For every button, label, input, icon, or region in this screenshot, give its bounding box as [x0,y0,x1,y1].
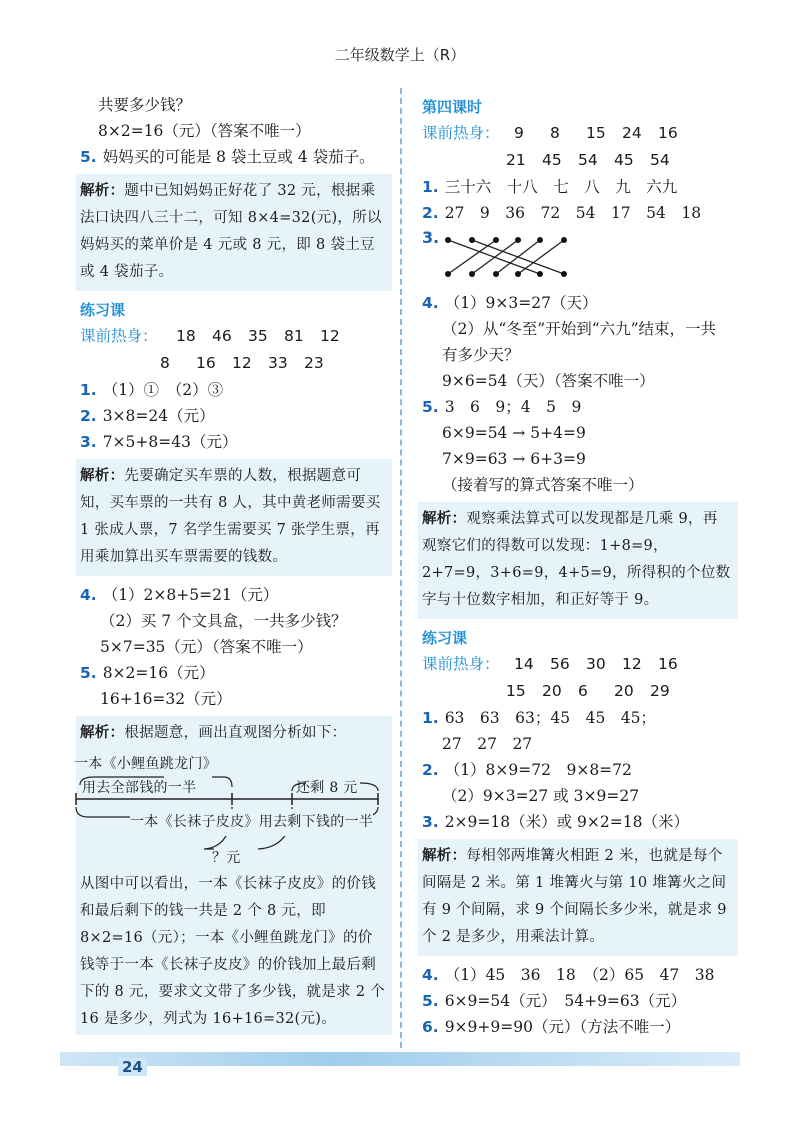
text-line: （2）9×3=27 或 3×9=27 [442,787,640,805]
text-line: （2）买 7 个文具盒，一共多少钱？ [100,612,347,630]
right-column [422,92,738,1040]
warmup-value: 15 [586,124,606,142]
warmup-value: 12 [232,354,252,372]
answer-1 [80,377,392,403]
column-divider [400,88,402,1048]
page-number: 24 [118,1058,147,1076]
warmup-row [422,120,738,147]
answer-text: 7×5+8=43（元） [102,433,238,451]
analysis-label: 解析： [422,848,467,864]
answer-text: （1）45 36 18 （2）65 47 38 [444,966,715,984]
warmup-value: 18 [176,327,196,345]
analysis-label: 解析： [80,183,125,199]
answer-text: （1）① （2）③ [102,381,224,399]
text-line: 有多少天？ [442,346,520,364]
answer-3 [422,809,738,835]
warmup-value: 16 [658,124,678,142]
answer-number: 1. [80,381,97,399]
answer-number: 2. [422,761,439,779]
answer-text: 妈妈买的可能是 8 袋土豆或 4 袋茄子。 [102,148,375,166]
analysis-text: 根据题意，画出直观图分析如下： [124,725,347,741]
analysis-label: 解析： [80,468,125,484]
answer-4 [80,582,392,608]
warmup-value: 45 [614,151,634,169]
warmup-value: 12 [320,327,340,345]
text-line: （接着写的算式答案不唯一） [442,476,644,494]
diagram-label: ？元 [212,850,241,866]
answer-number: 5. [422,398,439,416]
diagram-label: 用去全部钱的一半 [82,780,197,796]
analysis-box [418,502,738,619]
warmup-value: 23 [304,354,324,372]
warmup-value: 14 [514,655,534,673]
answer-text: 9×9+9=90（元）（方法不唯一） [444,1018,681,1036]
section-title: 第四课时 [422,98,483,116]
answer-text: 3×8=24（元） [102,407,215,425]
answer-5 [80,144,392,170]
warmup-value: 20 [542,682,562,700]
answer-2 [80,403,392,429]
warmup-value: 29 [650,682,670,700]
warmup-value: 9 [514,124,524,142]
analysis-text: 每相邻两堆篝火相距 2 米，也就是每个间隔是 2 米。第 1 堆篝火与第 10 堆篝火之间有 9 个间隔，求 9 个间隔长多少米，就是求 9 个 2 是多少，用乘法计算。 [422,848,727,945]
answer-number: 4. [80,586,97,604]
answer-4 [422,962,738,988]
answer-number: 5. [80,664,97,682]
answer-1 [422,174,738,200]
text-line: 9×6=54（天）（答案不唯一） [442,372,655,390]
left-column [74,92,392,1041]
warmup-value: 35 [248,327,268,345]
answer-5 [422,988,738,1014]
answer-text: （1）2×8+5=21（元） [102,586,279,604]
matching-lines [442,232,602,284]
warmup-value: 45 [542,151,562,169]
warmup-row [422,678,738,705]
warmup-value: 54 [650,151,670,169]
answer-number: 2. [80,407,97,425]
answer-number: 5. [80,148,97,166]
answer-text: 27 9 36 72 54 17 54 18 [444,204,702,222]
warmup-value: 24 [622,124,642,142]
answer-3 [80,429,392,455]
warmup-row [80,323,392,350]
answer-1 [422,705,738,731]
answer-text: 三十六 十八 七 八 九 六九 [444,178,678,196]
text-line: 27 27 27 [442,735,533,753]
footer-bar [60,1052,740,1066]
text-line: 共要多少钱？ [98,96,192,114]
answer-6 [422,1014,738,1040]
diagram-label: 一本《小鲤鱼跳龙门》 [74,756,217,772]
text-line: 7×9=63 → 6+3=9 [442,450,586,468]
section-title: 练习课 [422,629,468,647]
answer-number: 3. [422,228,440,247]
section-title: 练习课 [80,301,126,319]
page-header: 二年级数学上（R） [334,46,466,64]
answer-2 [422,200,738,226]
warmup-value: 81 [284,327,304,345]
answer-number: 3. [422,813,439,831]
answer-number: 6. [422,1018,439,1036]
warmup-value: 56 [550,655,570,673]
diagram-label: 还剩 8 元 [296,780,358,796]
warmup-row [422,147,738,174]
answer-text: 3 6 9；4 5 9 [444,398,582,416]
answer-4 [422,290,738,316]
warmup-value: 21 [506,151,526,169]
conclusion-text: 从图中可以看出，一本《长袜子皮皮》的价钱和最后剩下的钱一共是 2 个 8 元，即 8×2=16（元）；一本《小鲤鱼跳龙门》的价钱等于一本《长袜子皮皮》的价钱加上最后剩下的 8 元，要求文文带了多少钱，就是求 2 个 16 是多少，列式为 16+16=32(元)。 [80,876,386,1027]
warmup-value: 6 [578,682,588,700]
warmup-value: 30 [586,655,606,673]
answer-5 [80,660,392,686]
warmup-row [80,350,392,377]
answer-number: 1. [422,709,439,727]
warmup-row [422,651,738,678]
warmup-value: 33 [268,354,288,372]
warmup-value: 20 [614,682,634,700]
text-line: 5×7=35（元）（答案不唯一） [100,638,313,656]
answer-text: 6×9=54（元） 54+9=63（元） [444,992,687,1010]
analysis-box [76,459,392,576]
text-line: 16+16=32（元） [100,690,232,708]
warmup-label: 课前热身： [422,655,500,673]
answer-number: 3. [80,433,97,451]
answer-number: 5. [422,992,439,1010]
warmup-value: 8 [550,124,560,142]
answer-number: 1. [422,178,439,196]
answer-3 [422,228,738,288]
answer-number: 4. [422,966,439,984]
text-line: 6×9=54 → 5+4=9 [442,424,586,442]
warmup-value: 12 [622,655,642,673]
answer-number: 2. [422,204,439,222]
warmup-value: 54 [578,151,598,169]
answer-5 [422,394,738,420]
answer-2 [422,757,738,783]
warmup-label: 课前热身： [422,124,500,142]
analysis-text: 观察乘法算式可以发现都是几乘 9，再观察它们的得数可以发现：1+8=9，2+7=9，3+6=9，4+5=9，所得积的个位数字与十位数字相加，和正好等于 9。 [422,511,731,608]
analysis-box [418,839,738,956]
analysis-text: 先要确定买车票的人数，根据题意可知，买车票的一共有 8 人，其中黄老师需要买 1 张成人票，7 名学生需要买 7 张学生票，再用乘加算出买车票需要的钱数。 [80,468,381,565]
warmup-value: 15 [506,682,526,700]
warmup-value: 16 [658,655,678,673]
answer-text: 63 63 63；45 45 45； [444,709,657,727]
text-line: （2）从“冬至”开始到“六九”结束，一共 [442,320,717,338]
diagram-label: 一本《长袜子皮皮》用去剩下钱的一半 [130,809,373,836]
warmup-value: 8 [160,354,170,372]
answer-text: （1）9×3=27（天） [444,294,598,312]
text-line: 8×2=16（元）（答案不唯一） [98,122,311,140]
answer-number: 4. [422,294,439,312]
analysis-text: 题中已知妈妈正好花了 32 元，根据乘法口诀四八三十二，可知 8×4=32(元)，所以妈妈买的菜单价是 4 元或 8 元，即 8 袋土豆或 4 袋茄子。 [80,183,382,280]
warmup-value: 16 [196,354,216,372]
answer-text: 2×9=18（米）或 9×2=18（米） [444,813,689,831]
line-diagram [74,751,390,869]
analysis-box [76,716,392,1035]
warmup-label: 课前热身： [80,327,158,345]
analysis-label: 解析： [80,725,125,741]
warmup-value: 46 [212,327,232,345]
answer-text: 8×2=16（元） [102,664,215,682]
answer-text: （1）8×9=72 9×8=72 [444,761,632,779]
analysis-box [76,174,392,291]
analysis-label: 解析： [422,511,467,527]
